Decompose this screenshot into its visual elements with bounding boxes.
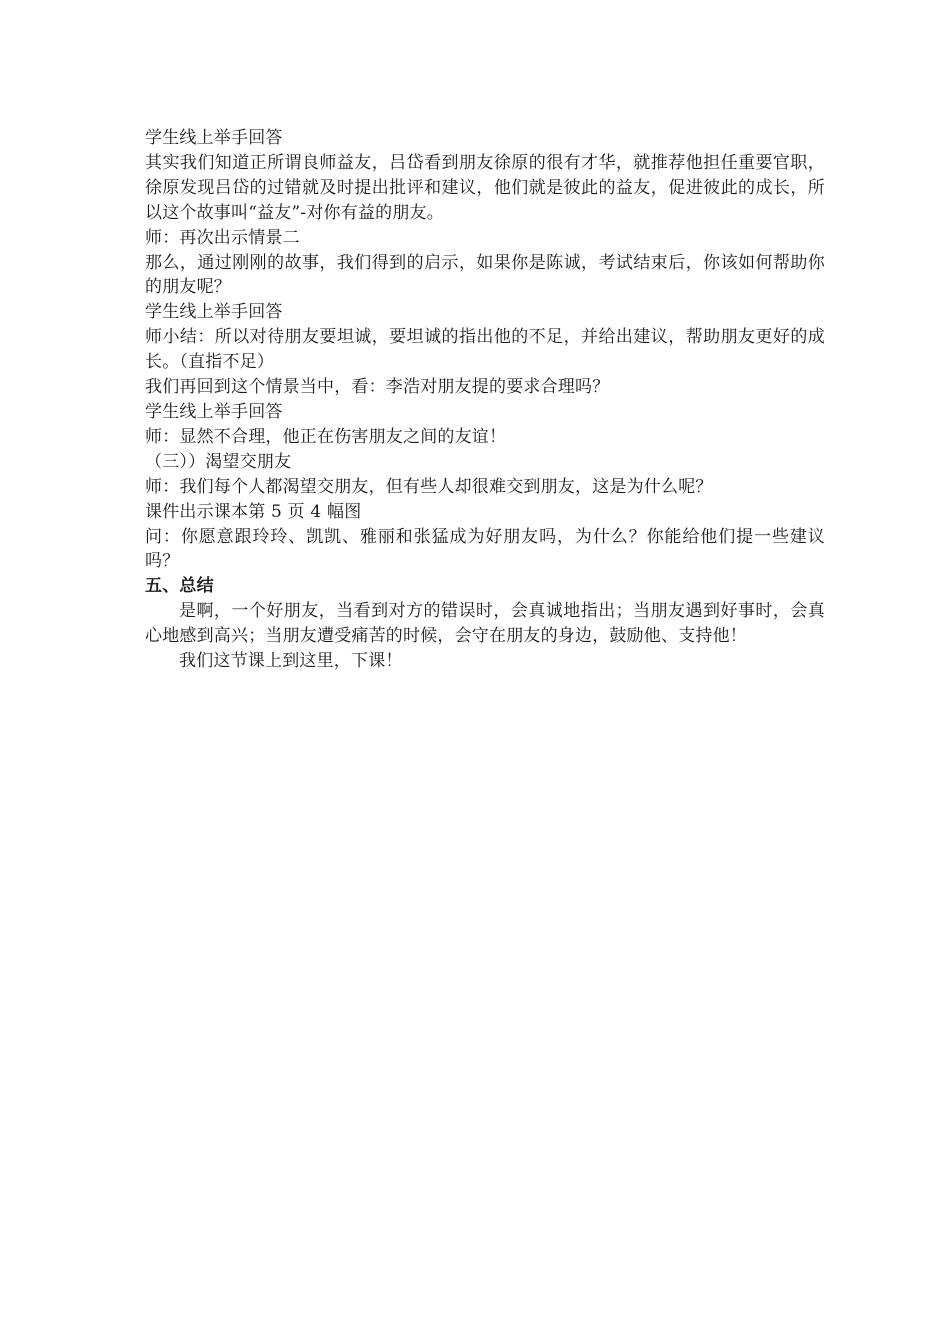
paragraph-teacher-conclusion: 师：显然不合理，他正在伤害朋友之间的友谊！: [145, 426, 507, 447]
paragraph-question-friends: 问：你愿意跟玲玲、凯凯、雅丽和张猛成为好朋友吗，为什么？你能给他们提一些建议吗？: [145, 526, 825, 572]
paragraph-courseware-note: 课件出示课本第 5 页 4 幅图: [145, 501, 362, 522]
paragraph-return-scenario: 我们再回到这个情景当中，看：李浩对朋友提的要求合理吗？: [145, 377, 610, 398]
paragraph-summary-good-friend: 是啊，一个好朋友，当看到对方的错误时，会真诚地指出；当朋友遇到好事时，会真心地感到高兴；当朋友遭受痛苦的时候，会守在朋友的身边，鼓励他、支持他！: [145, 601, 825, 647]
paragraph-teacher-summary: 师小结：所以对待朋友要坦诚，要坦诚的指出他的不足，并给出建议，帮助朋友更好的成长。（直指不足）: [145, 327, 825, 373]
paragraph-story-explanation: 其实我们知道正所谓良师益友，吕岱看到朋友徐原的很有才华，就推荐他担任重要官职，徐原发现吕岱的过错就及时提出批评和建议，他们就是彼此的益友，促进彼此的成长，所以这个故事叫“益友”-对你有益的朋友。: [145, 152, 825, 223]
paragraph-student-answer-2: 学生线上举手回答: [145, 302, 283, 323]
paragraph-question-chen-cheng: 那么，通过刚刚的故事，我们得到的启示，如果你是陈诚，考试结束后，你该如何帮助你的朋友呢？: [145, 252, 825, 298]
section-heading-summary: 五、总结: [145, 576, 214, 597]
paragraph-subsection-title: （三））渴望交朋友: [145, 451, 292, 472]
paragraph-student-answer-1: 学生线上举手回答: [145, 128, 283, 148]
paragraph-show-scenario-2: 师：再次出示情景二: [145, 227, 300, 248]
paragraph-teacher-question: 师：我们每个人都渴望交朋友，但有些人却很难交到朋友，这是为什么呢？: [145, 476, 713, 497]
paragraph-class-dismissed: 我们这节课上到这里，下课！: [179, 651, 403, 672]
paragraph-student-answer-3: 学生线上举手回答: [145, 401, 283, 422]
document-body: [145, 126, 825, 674]
